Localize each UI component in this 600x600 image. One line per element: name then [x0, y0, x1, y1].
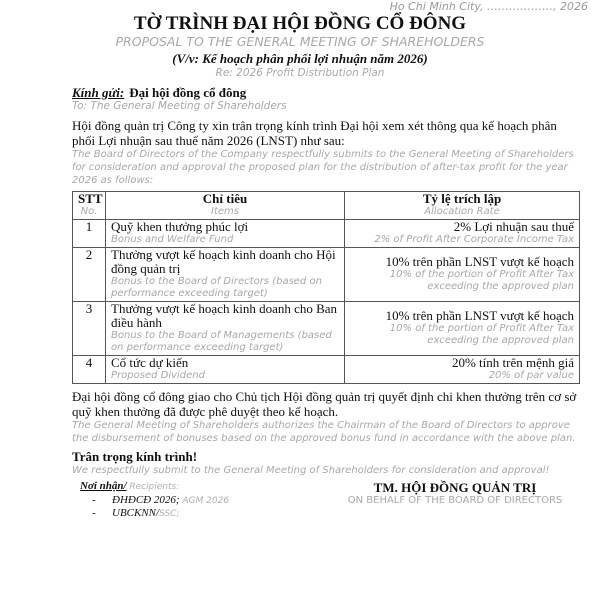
row-rate-vn: 10% trên phần LNST vượt kế hoạch	[385, 308, 574, 323]
row-rate-vn: 20% tính trên mệnh giá	[451, 355, 574, 370]
table-row	[73, 248, 580, 302]
table-row	[73, 220, 580, 248]
row-rate	[345, 220, 580, 248]
row-no-text: 3	[85, 301, 93, 316]
row-item	[106, 248, 345, 302]
document-subject-en: Re: 2026 Profit Distribution Plan	[215, 67, 385, 79]
respect-line: Trân trọng kính trình!	[72, 449, 198, 464]
row-item-en: Proposed Dividend	[111, 370, 205, 381]
closing-paragraph: Đại hội đồng cổ đông giao cho Chủ tịch Hội đồng quản trị quyết định chi khen thưởng trên cơ sở quỹ khen thưởng đã được phê duyệt theo kế hoạch.	[72, 389, 577, 419]
recipients-heading	[80, 480, 330, 494]
row-no	[73, 220, 106, 248]
row-item-vn: Thưởng vượt kế hoạch kinh doanh cho Ban điều hành	[111, 301, 338, 330]
signature-block	[330, 480, 580, 520]
header-items-vn: Chỉ tiêu	[202, 191, 248, 206]
intro-paragraph-en: The Board of Directors of the Company respectfully submits to the General Meeting of Shareholders for consideration and approval the proposed plan for the distribution of after-tax profit for the year 2026 as follows:	[72, 149, 574, 186]
intro-paragraph: Hội đồng quản trị Công ty xin trân trọng kính trình Đại hội xem xét thông qua kế hoạch phân phối Lợi nhuận sau thuế năm 2026 (LNST) như sau:	[72, 118, 557, 148]
signature-title: TM. HỘI ĐỒNG QUẢN TRỊ	[373, 480, 537, 495]
table-header-row	[73, 192, 580, 220]
row-rate	[345, 356, 580, 384]
row-no-text: 2	[85, 247, 93, 262]
table-row	[73, 356, 580, 384]
document-title: TỜ TRÌNH ĐẠI HỘI ĐỒNG CỔ ĐÔNG	[133, 13, 467, 34]
row-rate-en: 2% of Profit After Corporate Income Tax	[374, 234, 574, 245]
header-rate-en: Allocation Rate	[424, 206, 500, 217]
row-item	[106, 356, 345, 384]
row-no-text: 4	[85, 355, 93, 370]
document-header	[0, 13, 600, 80]
addressee-line	[72, 85, 580, 100]
row-item-en: Bonus and Welfare Fund	[111, 234, 234, 245]
respect-line-en: We respectfully submit to the General Meeting of Shareholders for consideration and approval!	[72, 465, 550, 476]
row-no	[73, 302, 106, 356]
recipient-vn: ĐHĐCĐ 2026;	[112, 494, 180, 506]
document-subject: (V/v: Kế hoạch phân phối lợi nhuận năm 2026)	[172, 51, 428, 66]
header-rate	[345, 192, 580, 220]
allocation-table	[72, 191, 580, 384]
row-no	[73, 356, 106, 384]
header-no-en: No.	[80, 206, 98, 217]
row-item	[106, 220, 345, 248]
row-rate-en: 20% of par value	[488, 370, 574, 381]
date-line: Ho Chi Minh City, ………………, 2026	[389, 0, 588, 13]
header-no	[73, 192, 106, 220]
row-rate	[345, 302, 580, 356]
row-item-vn: Cổ tức dự kiến	[111, 355, 189, 370]
recipient-en: SSC;	[159, 509, 180, 519]
recipient-item	[80, 507, 330, 520]
recipient-item	[80, 494, 330, 507]
recipient-vn: UBCKNN/	[112, 507, 160, 519]
recipients-label: Nơi nhận/	[80, 480, 127, 492]
addressee-en: To: The General Meeting of Shareholders	[72, 100, 287, 112]
row-item-vn: Quỹ khen thưởng phúc lợi	[111, 219, 249, 234]
recipients-label-en: Recipients:	[129, 482, 180, 492]
row-item-en: Bonus to the Board of Managements (based on performance exceeding target)	[111, 330, 332, 353]
header-rate-vn: Tỷ lệ trích lập	[422, 191, 502, 206]
row-rate-vn: 10% trên phần LNST vượt kế hoạch	[385, 254, 574, 269]
recipient-bullet: -	[92, 507, 96, 519]
row-no	[73, 248, 106, 302]
row-item	[106, 302, 345, 356]
row-rate-vn: 2% Lợi nhuận sau thuế	[453, 219, 574, 234]
header-items-en: Items	[211, 206, 239, 217]
closing-paragraph-en: The General Meeting of Shareholders authorizes the Chairman of the Board of Directors to approve the disbursement of bonuses based on the approved bonus fund in accordance with the above plan.	[72, 420, 576, 444]
addressee-value: Đại hội đồng cổ đông	[129, 85, 247, 100]
row-rate-en: 10% of the portion of Profit After Tax exceeding the approved plan	[389, 323, 574, 346]
document-title-en: PROPOSAL TO THE GENERAL MEETING OF SHAREHOLDERS	[115, 34, 485, 49]
header-no-vn: STT	[78, 191, 103, 206]
row-rate-en: 10% of the portion of Profit After Tax exceeding the approved plan	[389, 269, 574, 292]
row-rate	[345, 248, 580, 302]
addressee-label: Kính gửi:	[72, 85, 125, 100]
header-items	[106, 192, 345, 220]
recipient-en: AGM 2026	[179, 496, 230, 506]
recipients-block	[72, 480, 330, 520]
footer-block	[72, 480, 580, 520]
row-item-vn: Thưởng vượt kế hoạch kinh doanh cho Hội đồng quản trị	[111, 247, 336, 276]
row-no-text: 1	[85, 219, 93, 234]
recipient-bullet: -	[92, 494, 96, 506]
table-row	[73, 302, 580, 356]
signature-title-en: ON BEHALF OF THE BOARD OF DIRECTORS	[347, 495, 563, 506]
row-item-en: Bonus to the Board of Directors (based on performance exceeding target)	[111, 276, 322, 299]
